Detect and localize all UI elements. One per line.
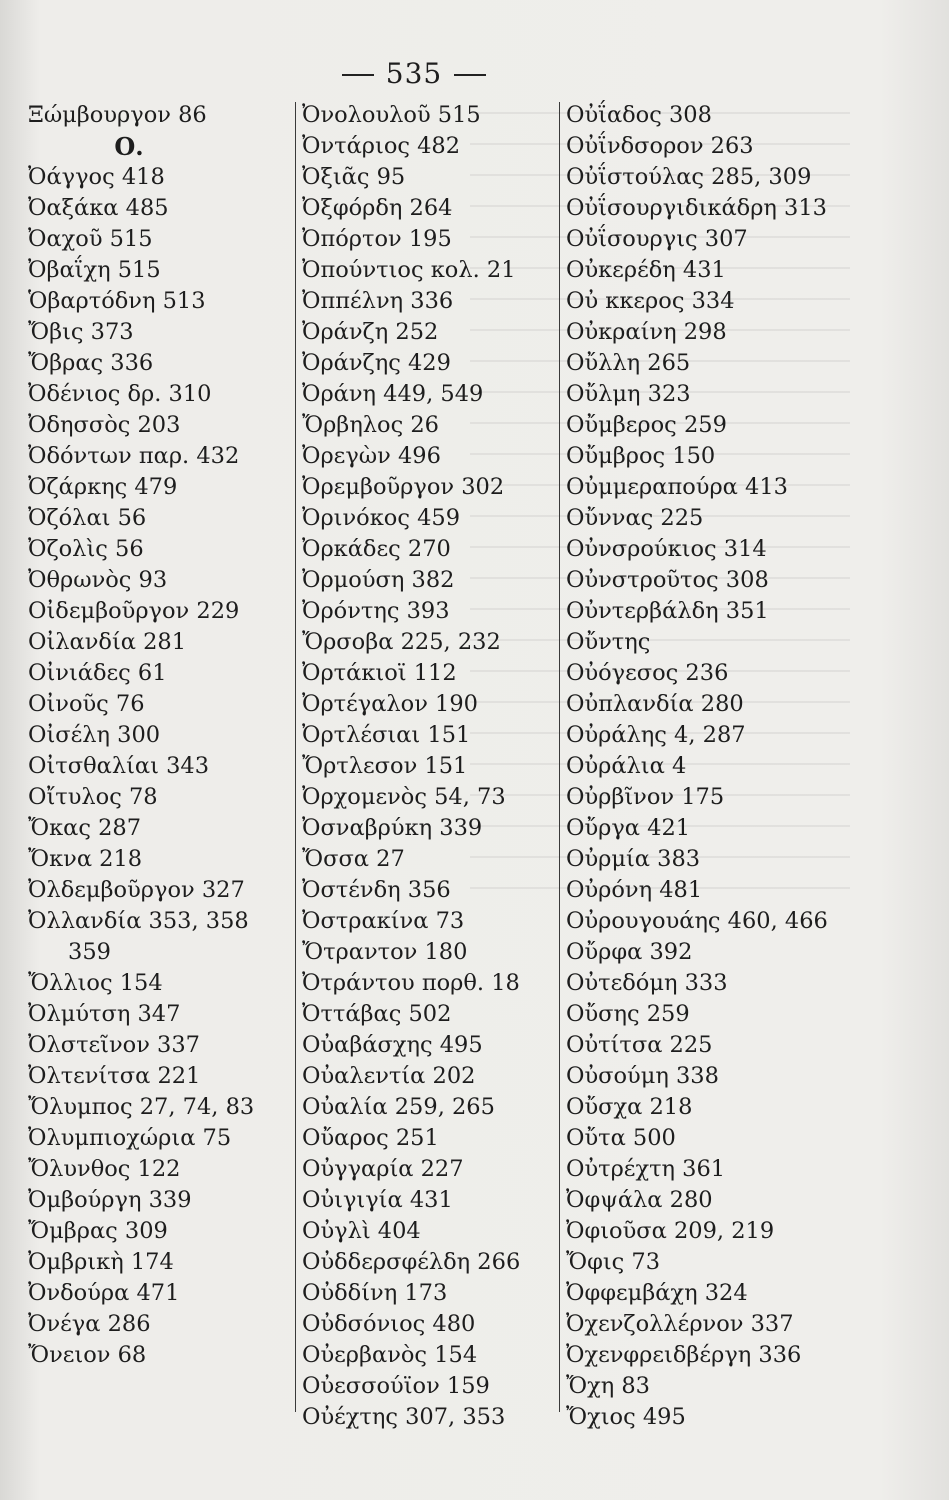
index-entry: Οὐνσρούκιος 314 [566,536,767,562]
index-entry: Ὀλτενίτσα 221 [28,1063,201,1089]
index-entry: Ὀαξάκα 485 [28,195,169,221]
index-entry: Οἴτυλος 78 [28,784,158,810]
index-entry: Οἰδεμβοῦργον 229 [28,598,240,624]
index-entry: Οὐκερέδη 431 [566,257,726,283]
index-entry: Οὐΐαδος 308 [566,102,712,128]
index-entry: Ὀρχομενὸς 54, 73 [302,784,506,810]
index-entry: Ὀστρακίνα 73 [302,908,465,934]
index-entry: Οἰτσθαλίαι 343 [28,753,210,779]
index-entry: Ὀχενζολλέρνον 337 [566,1311,794,1337]
index-entry: Οὐιγιγία 431 [302,1187,453,1213]
index-entry: Οὐράλια 4 [566,753,687,779]
index-entry: Ὀλστεῖνον 337 [28,1032,200,1058]
index-entry: Ὄβρας 336 [28,350,154,376]
index-entry: Ὄσσα 27 [302,846,405,872]
index-entry: Ὀδόντων παρ. 432 [28,443,240,469]
index-entry: Οὐσούμη 338 [566,1063,719,1089]
index-entry: Οὐτίτσα 225 [566,1032,713,1058]
index-entry: Ὀαχοῦ 515 [28,226,153,252]
index-entry: Οὐδδίνη 173 [302,1280,448,1306]
index-entry: Οὐΐσουργιδικάδρη 313 [566,195,828,221]
index-entry: Οὔργα 421 [566,815,691,841]
index-entry: Οἰνοῦς 76 [28,691,145,717]
index-entry: Οὐαλία 259, 265 [302,1094,495,1120]
index-entry: Ὀδησσὸς 203 [28,412,181,438]
index-entry: Ὄρσοβα 225, 232 [302,629,501,655]
index-entry: Οὔαρος 251 [302,1125,439,1151]
index-entry: Ξώμβουργον 86 [28,102,207,128]
index-entry: Οὐρόνη 481 [566,877,703,903]
index-entry: Οὔρφα 392 [566,939,693,965]
index-entry: Ὀλλανδία 353, 358 [28,908,249,934]
index-entry: Οὐρμία 383 [566,846,701,872]
index-entry: Ὄνειον 68 [28,1342,147,1368]
index-entry: Οὐμμεραπούρα 413 [566,474,788,500]
index-entry: Ὀρεγὼν 496 [302,443,441,469]
index-entry: Ὀνολουλοῦ 515 [302,102,481,128]
index-entry: Ὀρτλέσιαι 151 [302,722,471,748]
index-entry: Οὔμβρος 150 [566,443,716,469]
index-entry-continuation: 359 [68,939,111,965]
index-entry: Οὐγλὶ 404 [302,1218,421,1244]
index-entry: Ὄμβρας 309 [28,1218,168,1244]
index-entry: Οὔννας 225 [566,505,704,531]
index-entry: Οὐράλης 4, 287 [566,722,746,748]
index-column-2 [302,100,556,1433]
index-entry: Οἰλανδία 281 [28,629,187,655]
index-entry: Ὄχη 83 [566,1373,650,1399]
index-entry: Ὀπούντιος κολ. 21 [302,257,516,283]
index-entry: Οὐτρέχτη 361 [566,1156,726,1182]
index-entry: Ὄρτλεσον 151 [302,753,468,779]
index-entry: Ὀρεμβοῦργον 302 [302,474,505,500]
index-entry: Οὔσχα 218 [566,1094,693,1120]
index-entry: Ὀρτέγαλον 190 [302,691,479,717]
index-entry: Οὐέχτης 307, 353 [302,1404,506,1430]
index-column-1 [28,100,290,1371]
index-entry: Ὀππέλνη 336 [302,288,454,314]
index-entry: Ὀφψάλα 280 [566,1187,713,1213]
index-entry: Ὀστένδη 356 [302,877,451,903]
index-entry: Οὔτα 500 [566,1125,676,1151]
index-entry: Ὁβαρτόδνη 513 [28,288,206,314]
index-entry: Οὐρβῖνον 175 [566,784,725,810]
index-entry: Ὀτράντου πορθ. 18 [302,970,520,996]
index-entry: Οὔσης 259 [566,1001,690,1027]
index-entry: Ὀμβρικὴ 174 [28,1249,174,1275]
index-entry: Οὐπλανδία 280 [566,691,744,717]
index-entry: Οὐντερβάλδη 351 [566,598,769,624]
index-entry: Ὀζολὶς 56 [28,536,144,562]
index-entry: Οὐτεδόμη 333 [566,970,728,996]
index-entry: Ὀμβούργη 339 [28,1187,192,1213]
index-entry: Ὄλυμπος 27, 74, 83 [28,1094,255,1120]
index-entry: Οὐόγεσος 236 [566,660,729,686]
index-entry: Ὀξφόρδη 264 [302,195,453,221]
index-entry: Ὀάγγος 418 [28,164,165,190]
index-entry: Ὀττάβας 502 [302,1001,452,1027]
index-entry: Ὄλυνθος 122 [28,1156,181,1182]
index-entry: Οὐ κκερος 334 [566,288,735,314]
index-entry: Ὀρμούση 382 [302,567,455,593]
index-entry: Ὀρτάκιοϊ 112 [302,660,457,686]
index-entry: Οἰσέλη 300 [28,722,161,748]
index-entry: Ὄρβηλος 26 [302,412,439,438]
index-entry: Οὐγγαρία 227 [302,1156,464,1182]
index-entry: Οὔντης [566,629,651,655]
index-entry: Ὀνδούρα 471 [28,1280,180,1306]
index-entry: Ὄτραντον 180 [302,939,468,965]
index-entry: Ὄφις 73 [566,1249,661,1275]
column-divider [559,102,560,1412]
index-entry: Ὀλυμπιοχώρια 75 [28,1125,232,1151]
index-entry: Ὀράνζης 429 [302,350,451,376]
index-entry: Οὔλμη 323 [566,381,691,407]
index-entry: Ὄλλιος 154 [28,970,163,996]
index-entry: Ὀρινόκος 459 [302,505,461,531]
index-entry: Ὄκας 287 [28,815,142,841]
index-entry: Οὐρουγουάης 460, 466 [566,908,828,934]
page-number: 535 [334,54,494,94]
index-entry: Ὀχενφρειδβέργη 336 [566,1342,802,1368]
index-entry: Ὀδένιος δρ. 310 [28,381,212,407]
index-entry: Ὀντάριος 482 [302,133,461,159]
index-entry: Ὀζόλαι 56 [28,505,147,531]
index-entry: Οὐαβάσχης 495 [302,1032,483,1058]
index-entry: Οὐερβανὸς 154 [302,1342,478,1368]
index-entry: Ὀράνζη 252 [302,319,439,345]
index-entry: Ὀπόρτον 195 [302,226,452,252]
index-entry: Οὐδδερσφέλδη 266 [302,1249,521,1275]
index-entry: Οὐνστροῦτος 308 [566,567,769,593]
index-entry: Οὐδσόνιος 480 [302,1311,476,1337]
index-entry: Ὀφιοῦσα 209, 219 [566,1218,775,1244]
index-entry: Ὀσναβρύκη 339 [302,815,483,841]
index-entry: Ὀφφεμβάχη 324 [566,1280,748,1306]
index-entry: Οὐαλεντία 202 [302,1063,476,1089]
index-entry: Ὀζάρκης 479 [28,474,178,500]
index-entry: Οὐΐνδσορον 263 [566,133,754,159]
index-entry: Ὀξιᾶς 95 [302,164,406,190]
index-entry: Οὔλλη 265 [566,350,691,376]
index-entry: Ὄβις 373 [28,319,134,345]
index-entry: Ὀράνη 449, 549 [302,381,484,407]
index-entry: Οἰνιάδες 61 [28,660,167,686]
index-entry: Ὀρόντης 393 [302,598,450,624]
index-entry: Ὄχιος 495 [566,1404,686,1430]
index-entry: Ὀθρωνὸς 93 [28,567,168,593]
index-entry: Ὀνέγα 286 [28,1311,151,1337]
index-entry: Οὐΐστούλας 285, 309 [566,164,812,190]
section-letter-heading: Ο. [114,132,144,161]
index-entry: Ὀλμύτση 347 [28,1001,181,1027]
index-entry: Ὄκνα 218 [28,846,143,872]
index-entry: Οὐεσσούϊον 159 [302,1373,490,1399]
index-column-3 [566,100,856,1433]
index-entry: Ὀλδεμβοῦργον 327 [28,877,245,903]
index-entry: Οὐκραίνη 298 [566,319,727,345]
index-entry: Ὀβαΐχη 515 [28,257,161,283]
index-entry: Οὐΐσουργις 307 [566,226,748,252]
index-entry: Ὀρκάδες 270 [302,536,451,562]
index-entry: Οὔμβερος 259 [566,412,727,438]
column-divider [295,102,296,1412]
